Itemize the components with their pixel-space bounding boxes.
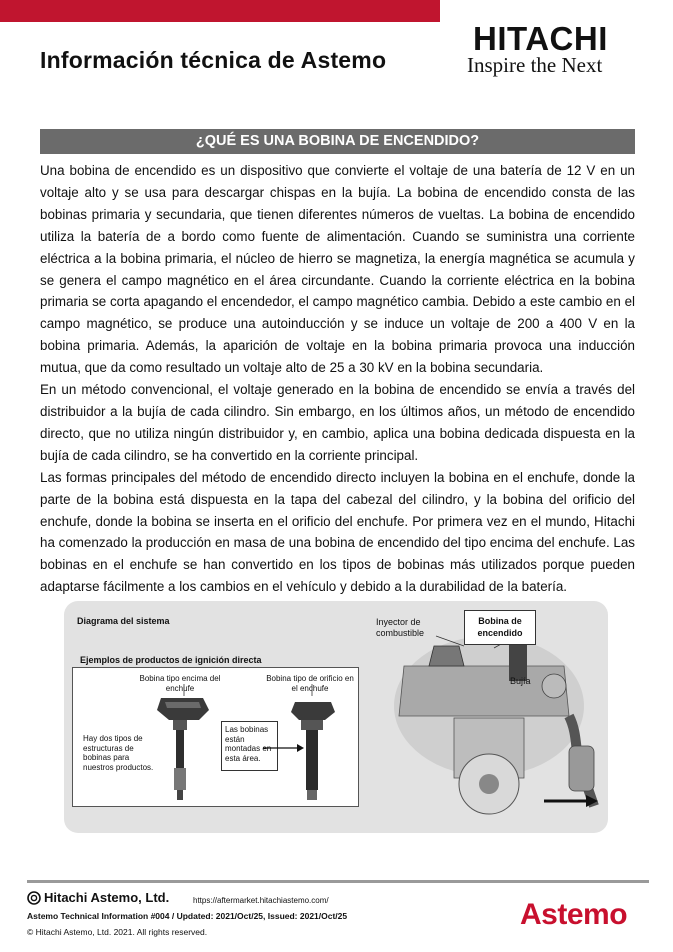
footer-company-name: Hitachi Astemo, Ltd.: [44, 890, 170, 905]
system-diagram: [64, 601, 608, 833]
coil-on-plug-icon: [157, 698, 209, 800]
footer-divider: [27, 880, 649, 883]
footer-copyright: © Hitachi Astemo, Ltd. 2021. All rights reserved.: [27, 927, 208, 937]
footer-document-info: Astemo Technical Information #004 / Updated: 2021/Oct/25, Issued: 2021/Oct/25: [27, 911, 348, 921]
coil-products-illustration: [73, 668, 360, 808]
top-accent-bar: [0, 0, 440, 22]
section-heading: ¿QUÉ ES UNA BOBINA DE ENCENDIDO?: [40, 129, 635, 154]
coil-on-plug-label: Bobina tipo encima del enchufe: [139, 674, 221, 693]
hitachi-logo-word: HITACHI: [473, 20, 608, 57]
diagram-title: Diagrama del sistema: [77, 616, 170, 626]
body-text: [40, 160, 635, 598]
ignition-coil-label: Bobina de encendido: [464, 610, 536, 645]
hitachi-logo: [467, 20, 643, 80]
page-title: Información técnica de Astemo: [40, 47, 387, 73]
footer-url[interactable]: https://aftermarket.hitachiastemo.com/: [193, 896, 329, 905]
diagram-subtitle: Ejemplos de productos de ignición directa: [80, 655, 262, 665]
footer-company: [27, 890, 169, 905]
mounting-callout: Las bobinas están montadas en esta área.: [221, 721, 278, 771]
hitachi-logo-tagline: Inspire the Next: [467, 53, 603, 77]
hitachi-circle-icon: [27, 891, 41, 905]
fuel-injector-label: Inyector de combustible: [376, 617, 425, 638]
fuel-injector-icon: [429, 646, 464, 666]
body-paragraph: En un método convencional, el voltaje generado en la bobina de encendido se envía a través del distribuidor a la bujía de cada cilindro. Sin embargo, en los últimos años, un método de encendido directo, que no utiliza ningún distribuidor y, en cambio, aplica una bobina dedicada dispuesta en la bujía de cada cilindro, se ha convertido en la corriente principal.: [40, 382, 635, 463]
astemo-logo: Astemo: [520, 898, 628, 931]
spark-plug-icon: [542, 674, 566, 698]
coil-in-hole-label: Bobina tipo de orificio en el enchufe: [266, 674, 354, 693]
spark-plug-label: Bujía: [510, 676, 531, 686]
body-paragraph: Las formas principales del método de encendido directo incluyen la bobina en el enchufe, donde la parte de la bobina está dispuesta en la tapa del cabezal del cilindro, y la bobina del orificio del enchufe, donde la bobina se inserta en el orificio del enchufe. Por primera vez en el mundo, Hitachi ha comenzado la producción en masa de una bobina de encendido del tipo encima del enchufe. Las bobinas en el enchufe se han convertido en los tipos de bobinas más utilizados porque pueden adaptarse fácilmente a los cambios en el vehículo y debido a la durabilidad de la batería.: [40, 469, 635, 595]
products-box: [72, 667, 359, 807]
structure-note: Hay dos tipos de estructuras de bobinas para nuestros productos.: [83, 734, 154, 772]
body-paragraph: Una bobina de encendido es un dispositivo que convierte el voltaje de una batería de 12 V en un voltaje alto y se usa para descargar chispas en la bujía. La bobina de encendido consta de las bobinas primaria y secundaria, que tienen diferentes números de vueltas. La bobina de encendido utiliza la batería de a bordo como fuente de alimentación. Cuando se suministra una corriente eléctrica a la bobina primaria, el núcleo de hierro se magnetiza, la energía magnética se acumula y se genera el campo magnético en el área circundante. Cuando la corriente eléctrica en la bobina primaria se corta apagando el encendedor, el campo magnético cambia. Debido a este cambio en el campo magnético, se produce una autoinducción y se induce un voltaje de 200 a 400 V en la bobina primaria. Además, la aparición de voltaje en la bobina primaria provoca una inducción mutua, que da como resultado un voltaje alto de 25 a 30 kV en la bobina secundaria.: [40, 163, 635, 376]
